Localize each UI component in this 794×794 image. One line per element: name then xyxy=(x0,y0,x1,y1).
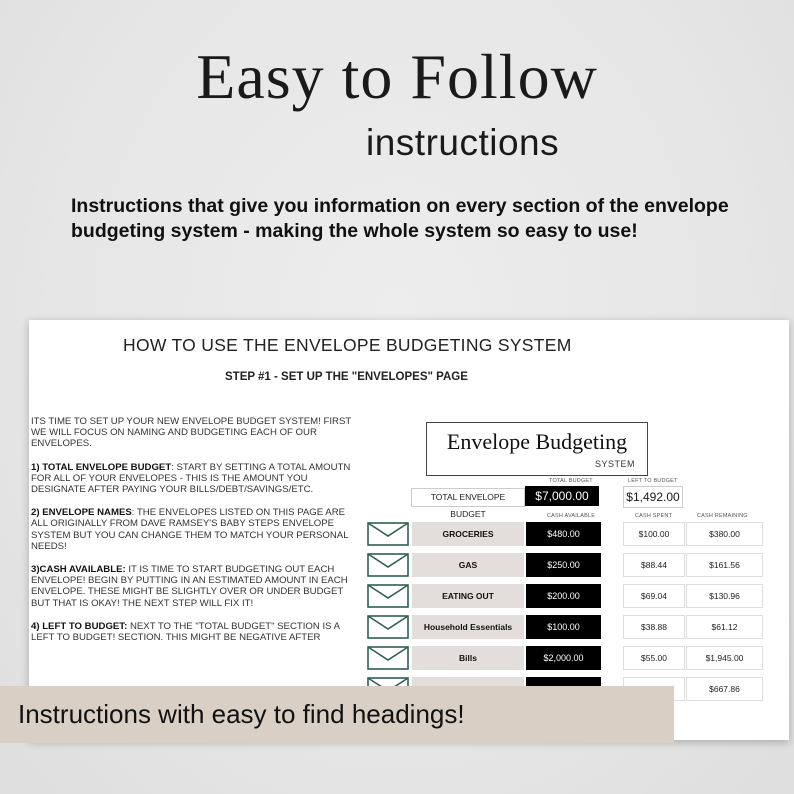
envelope-icon xyxy=(367,553,409,577)
cash-remaining-header: CASH REMAINING xyxy=(697,513,748,519)
envelope-cash-remaining: $61.12 xyxy=(686,615,763,639)
envelope-cash-available: $100.00 xyxy=(526,615,601,639)
envelope-row xyxy=(365,615,785,639)
instructions-text xyxy=(31,416,353,655)
left-to-budget-value: $1,492.00 xyxy=(623,486,683,508)
envelope-name: GROCERIES xyxy=(412,522,524,546)
envelope-cash-available: $480.00 xyxy=(526,522,601,546)
envelope-cash-remaining: $130.96 xyxy=(686,584,763,608)
instruction-section xyxy=(31,564,353,609)
section-heading: 1) TOTAL ENVELOPE BUDGET xyxy=(31,461,172,473)
envelope-cash-remaining: $667.86 xyxy=(686,677,763,701)
envelope-cash-available: $250.00 xyxy=(526,553,601,577)
section-text: IT IS TIME TO START BUDGETING OUT EACH ENVELOPE! BEGIN BY PUTTING IN AN ESTIMATED AMOUNT IN EACH ENVELOPE. THESE MIGHT BE SLIGHTLY OVER OR UNDER BUDGET BUT THAT IS OKAY! THE NEXT STEP WILL FIX IT! xyxy=(31,564,348,609)
cash-available-header: CASH AVAILABLE xyxy=(547,513,596,519)
total-envelope-budget-label: TOTAL ENVELOPE BUDGET xyxy=(411,488,525,507)
envelope-row xyxy=(365,553,785,577)
envelope-icon xyxy=(367,646,409,670)
total-budget-header: TOTAL BUDGET xyxy=(549,478,593,484)
section-heading: 2) ENVELOPE NAMES xyxy=(31,507,132,519)
envelope-cash-available: $200.00 xyxy=(526,584,601,608)
logo-title: Envelope Budgeting xyxy=(446,429,628,454)
sheet-title: HOW TO USE THE ENVELOPE BUDGETING SYSTEM xyxy=(123,335,572,355)
envelope-cash-spent: $38.88 xyxy=(623,615,685,639)
envelope-icon xyxy=(367,615,409,639)
envelope-row xyxy=(365,522,785,546)
envelope-icon xyxy=(367,584,409,608)
envelope-row xyxy=(365,646,785,670)
envelope-cash-remaining: $161.56 xyxy=(686,553,763,577)
logo xyxy=(426,422,648,476)
envelope-cash-spent: $55.00 xyxy=(623,646,685,670)
envelope-name: Bills xyxy=(412,646,524,670)
envelope-icon xyxy=(367,522,409,546)
envelope-cash-remaining: $1,945.00 xyxy=(686,646,763,670)
section-heading: 3)CASH AVAILABLE: xyxy=(31,564,126,576)
envelope-cash-spent: $69.04 xyxy=(623,584,685,608)
envelope-cash-available: $2,000.00 xyxy=(526,646,601,670)
step-title: STEP #1 - SET UP THE "ENVELOPES" PAGE xyxy=(225,371,468,383)
instruction-section xyxy=(31,507,353,552)
left-to-budget-header: LEFT TO BUDGET xyxy=(628,478,678,484)
envelope-row xyxy=(365,584,785,608)
instruction-section xyxy=(31,621,353,643)
envelope-cash-spent: $100.00 xyxy=(623,522,685,546)
envelope-cash-spent: $88.44 xyxy=(623,553,685,577)
section-heading: 4) LEFT TO BUDGET: xyxy=(31,620,128,632)
instruction-sheet xyxy=(29,320,789,740)
total-budget-value: $7,000.00 xyxy=(525,486,599,506)
instruction-section xyxy=(31,462,353,496)
hero-subtitle: instructions xyxy=(366,122,560,163)
instructions-intro: ITS TIME TO SET UP YOUR NEW ENVELOPE BUDGET SYSTEM! FIRST WE WILL FOCUS ON NAMING AND BUDGETING EACH OF OUR ENVELOPES. xyxy=(31,416,352,450)
envelope-name: EATING OUT xyxy=(412,584,524,608)
headings-banner: Instructions with easy to find headings! xyxy=(0,686,674,743)
envelope-name: GAS xyxy=(412,553,524,577)
hero-title: Easy to Follow xyxy=(196,41,598,112)
envelope-name: Household Essentials xyxy=(412,615,524,639)
logo-subtitle: SYSTEM xyxy=(595,459,636,469)
section-text: : START BY SETTING A TOTAL AMOUTN FOR ALL OF YOUR ENVELOPES - THIS IS THE AMOUNT YOU DESIGNATE AFTER PAYING YOUR BILLS/DEBT/SAVINGS/ETC. xyxy=(31,461,351,496)
cash-spent-header: CASH SPENT xyxy=(635,513,673,519)
section-text: NEXT TO THE "TOTAL BUDGET" SECTION IS A LEFT TO BUDGET! SECTION. THIS MIGHT BE NEGATIVE AFTER xyxy=(31,620,340,644)
section-text: : THE ENVELOPES LISTED ON THIS PAGE ARE ALL ORIGINALLY FROM DAVE RAMSEY'S BABY STEPS ENVELOPE SYSTEM BUT YOU CAN CHANGE THEM TO MATCH YOUR PERSONAL NEEDS! xyxy=(31,507,349,552)
envelope-cash-remaining: $380.00 xyxy=(686,522,763,546)
hero-description: Instructions that give you information on every section of the envelope budgeting system - making the whole system so easy to use! xyxy=(71,195,729,242)
